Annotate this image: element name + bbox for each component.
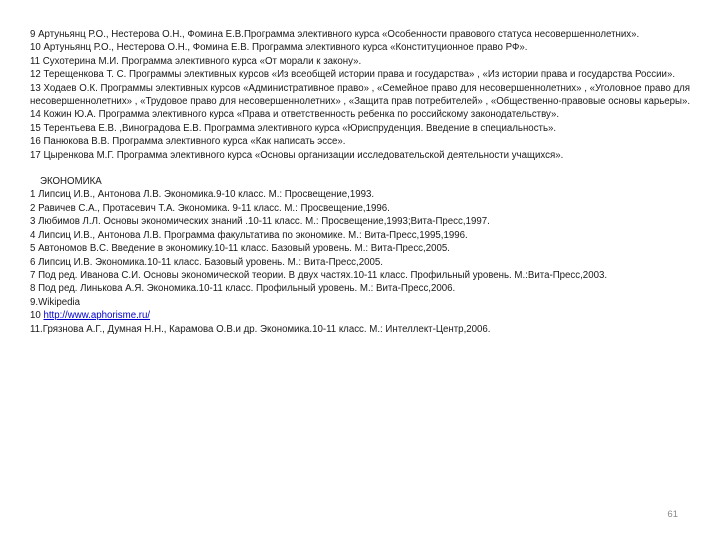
program-item: 11 Сухотерина М.И. Программа элективного курса «От морали к закону».	[30, 55, 362, 67]
aphorisme-link[interactable]: http://www.aphorisme.ru/	[43, 310, 151, 322]
economics-item: 9.Wikipedia	[30, 296, 81, 308]
economics-item-link-row	[30, 309, 698, 322]
section-heading-economics: ЭКОНОМИКА	[40, 176, 102, 188]
economics-item: 2 Равичев С.А., Протасевич Т.А. Экономика. 9-11 класс. М.: Просвещение,1996.	[30, 202, 390, 214]
economics-item: 8 Под ред. Линькова А.Я. Экономика.10-11 класс. Профильный уровень. М.: Вита-Пресс,2006.	[30, 283, 456, 295]
program-item: 15 Терентьева Е.В. ,Виноградова Е.В. Программа элективного курса «Юриспруденция. Введение в специальность».	[30, 122, 557, 134]
economics-item: 6 Липсиц И.В. Экономика.10-11 класс. Базовый уровень. М.: Вита-Пресс,2005.	[30, 256, 383, 268]
page-number: 61	[667, 509, 678, 520]
economics-item-number: 10	[30, 310, 44, 322]
section-spacer	[30, 162, 698, 175]
program-item: 10 Артуньянц Р.О., Нестерова О.Н., Фомина Е.В. Программа элективного курса «Конституционное право РФ».	[30, 42, 528, 54]
program-item: 17 Цыренкова М.Г. Программа элективного курса «Основы организации исследовательской деятельности учащихся».	[30, 149, 564, 161]
economics-item: 11.Грязнова А.Г., Думная Н.Н., Карамова О.В.и др. Экономика.10-11 класс. М.: Интеллект-Центр,2006.	[30, 323, 491, 335]
program-item: 14 Кожин Ю.А. Программа элективного курса «Права и ответственность ребенка по российскому законодательству».	[30, 109, 560, 121]
program-item: 13 Ходаев О.К. Программы элективных курсов «Административное право» , «Семейное право для несовершеннолетних» , «Уголовное право для несовершеннолетних» , «Трудовое право для несовершеннолетних» , «Защита прав потребителей» , «Общественно-правовые основы карьеры».	[30, 82, 691, 108]
economics-item: 1 Липсиц И.В., Антонова Л.В. Экономика.9-10 класс. М.: Просвещение,1993.	[30, 189, 375, 201]
economics-item: 7 Под ред. Иванова С.И. Основы экономической теории. В двух частях.10-11 класс. Профильный уровень. М.:Вита-Пресс,2003.	[30, 269, 608, 281]
economics-item: 4 Липсиц И.В., Антонова Л.В. Программа факультатива по экономике. М.: Вита-Пресс,1995,1996.	[30, 229, 468, 241]
program-item: 12 Терещенкова Т. С. Программы элективных курсов «Из всеобщей истории права и государства» , «Из истории права и государства России».	[30, 69, 676, 81]
economics-item: 3 Любимов Л.Л. Основы экономических знаний .10-11 класс. М.: Просвещение,1993;Вита-Пресс,1997.	[30, 216, 490, 228]
economics-item: 5 Автономов В.С. Введение в экономику.10-11 класс. Базовый уровень. М.: Вита-Пресс,2005.	[30, 243, 450, 255]
program-item: 16 Панюкова В.В. Программа элективного курса «Как написать эссе».	[30, 136, 346, 148]
program-item: 9 Артуньянц Р.О., Нестерова О.Н., Фомина Е.В.Программа элективного курса «Особенности правового статуса несовершеннолетних».	[30, 29, 640, 40]
bibliography-content	[30, 28, 698, 336]
